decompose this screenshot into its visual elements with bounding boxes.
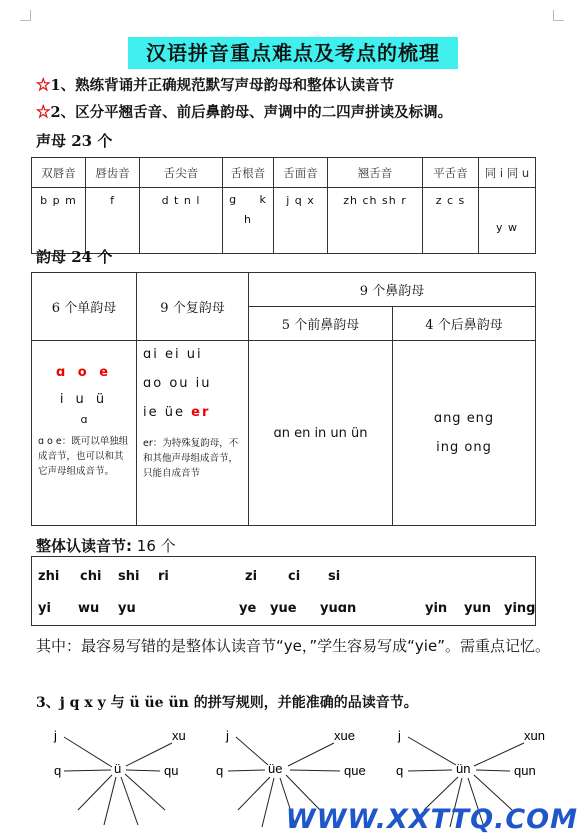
shengmu-heading: 声母 23 个 <box>36 132 113 150</box>
diagram-left: j <box>398 728 401 743</box>
zhengti-box <box>31 556 536 626</box>
page-corner-mark <box>553 10 564 21</box>
table-header: 舌尖音 <box>140 158 223 188</box>
diagram-u <box>53 728 186 825</box>
table-cell: z c s <box>423 188 479 254</box>
syllable: zhi <box>38 569 60 584</box>
back-row-2: ing ong <box>436 440 492 455</box>
table-cell: g k h <box>223 188 274 254</box>
table-header: 舌根音 <box>223 158 274 188</box>
syllable: zi <box>245 569 258 584</box>
site-watermark-logo: WWW.XXTTQ.COM <box>285 804 578 835</box>
syllable: ye <box>239 601 257 616</box>
table-header: 9 个鼻韵母 <box>249 273 536 307</box>
syllable: wu <box>78 601 100 616</box>
back-nasal-cell <box>393 341 536 526</box>
syllable: chi <box>80 569 102 584</box>
syllable: ci <box>288 569 301 584</box>
table-cell: zh ch sh r <box>328 188 423 254</box>
zhengti-heading: 整体认读音节: 16 个 <box>36 537 176 555</box>
compound-row-2: ɑo ou iu <box>143 376 212 391</box>
table-header: 翘舌音 <box>328 158 423 188</box>
diagram-left2: q <box>216 763 224 778</box>
diagram-right2: que <box>344 763 366 778</box>
diagram-right: xu <box>172 728 186 743</box>
syllable: yin <box>425 601 448 616</box>
rule-3: 3、j q x y 与 ü üe ün 的拼写规则，并能准确的品读音节。 <box>36 695 418 711</box>
table-header: 舌面音 <box>274 158 328 188</box>
star-icon: ☆ <box>36 77 51 94</box>
point-1: ☆1、熟练背诵并正确规范默写声母韵母和整体认读音节 <box>36 77 395 94</box>
diagram-left: j <box>226 728 229 743</box>
table-header: 4 个后鼻韵母 <box>393 307 536 341</box>
compound-note: er：为特殊复韵母，不和其他声母组成音节，只能自成音节 <box>143 438 239 479</box>
single-row-3: ɑ <box>80 413 88 426</box>
table-header: 同 i 同 u <box>479 158 536 188</box>
note-paragraph: 其中：最容易写错的是整体认读音节“ye，”学生容易写成“yie”。需重点记忆。 <box>36 637 550 655</box>
syllable: yun <box>464 601 491 616</box>
syllable: ying <box>504 601 536 616</box>
diagram-right2: qun <box>514 763 536 778</box>
diagram-center: ün <box>456 761 471 776</box>
shengmu-table <box>31 157 536 254</box>
compound-row-3: ie üe er <box>143 405 211 420</box>
yunmu-heading: 韵母 24 个 <box>36 248 113 266</box>
diagram-right: xue <box>334 728 355 743</box>
star-icon: ☆ <box>36 104 51 121</box>
back-row-1: ɑng eng <box>433 411 495 426</box>
diagram-left2: q <box>54 763 62 778</box>
syllable: ri <box>158 569 169 584</box>
table-header: 唇齿音 <box>86 158 140 188</box>
table-header: 9 个复韵母 <box>137 273 249 341</box>
compound-yunmu-cell <box>137 341 249 526</box>
single-yunmu-cell <box>32 341 137 526</box>
diagram-right2: qu <box>164 763 179 778</box>
table-cell: f <box>86 188 140 254</box>
diagram-right: xun <box>524 728 545 743</box>
diagram-left: j <box>54 728 57 743</box>
diagram-left2: q <box>396 763 404 778</box>
table-cell: j q x <box>274 188 328 254</box>
syllable: yi <box>38 601 51 616</box>
table-header: 6 个单韵母 <box>32 273 137 341</box>
page-corner-mark <box>20 10 31 21</box>
table-cell: b p m <box>32 188 86 254</box>
page-title: 汉语拼音重点难点及考点的梳理 <box>128 37 458 69</box>
table-header: 平舌音 <box>423 158 479 188</box>
point-2: ☆2、区分平翘舌音、前后鼻韵母、声调中的二四声拼读及标调。 <box>36 104 453 121</box>
diagram-center: ü <box>114 761 122 776</box>
front-nasal-cell: ɑn en in un ün <box>249 341 393 526</box>
syllable: yuɑn <box>320 601 357 616</box>
syllable: yue <box>270 601 297 616</box>
compound-row-1: ɑi ei ui <box>143 347 203 362</box>
table-header: 5 个前鼻韵母 <box>249 307 393 341</box>
diagram-center: üe <box>268 761 283 776</box>
single-row-1: ɑ o e <box>55 365 113 380</box>
yunmu-table <box>31 272 536 526</box>
table-header: 双唇音 <box>32 158 86 188</box>
single-note: ɑ o e：既可以单独组成音节，也可以和其它声母组成音节。 <box>38 436 129 477</box>
table-cell: d t n l <box>140 188 223 254</box>
syllable: shi <box>118 569 140 584</box>
syllable: si <box>328 569 341 584</box>
syllable: yu <box>118 601 136 616</box>
table-cell: y w <box>479 188 536 254</box>
single-row-2: i u ü <box>59 392 109 407</box>
